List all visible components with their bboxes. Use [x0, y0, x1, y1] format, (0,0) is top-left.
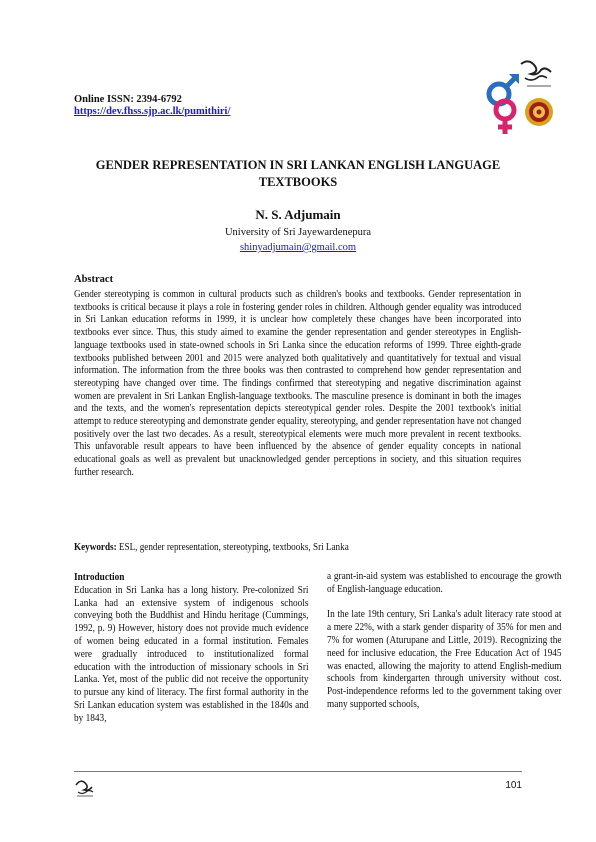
journal-title — [74, 81, 374, 94]
abstract-heading: Abstract — [74, 274, 114, 285]
body-paragraph: Education in Sri Lanka has a long history. Pre-colonized Sri Lanka had an extensive system of indigenous schools conveying both the Buddhist and Hindu heritage (Cummings, 1992, p. 9) However, history does not provide much evidence of women being educated in a formal institution. Females were gradually introduced to institutionalized formal education with the introduction of missionary schools in Sri Lanka. Yet, most of the public did not receive the opportunity to pursue any kind of literacy. The first formal authority in the Sri Lankan education system was established in the 1840s and by 1843, — [74, 584, 309, 724]
journal-name-script-icon — [521, 61, 551, 86]
pumithiri-journal-logo-icon — [475, 58, 557, 144]
journal-url-link[interactable]: https://dev.fhss.sjp.ac.lk/pumithiri/ — [74, 106, 231, 117]
university-seal-icon — [525, 98, 553, 126]
pumithiri-small-logo-icon — [74, 777, 96, 799]
author-affiliation: University of Sri Jayewardenepura — [224, 227, 372, 238]
journal-header — [74, 81, 374, 131]
paper-title: GENDER REPRESENTATION IN SRI LANKAN ENGLISH LANGUAGE TEXTBOOKS — [95, 158, 501, 189]
body-paragraph: In the late 19th century, Sri Lanka's adult literacy rate stood at a mere 22%, with a stark gender disparity of 35% for men and 7% for women (Aturupane and Little, 2019). Recognizing the need for inclusive education, the Free Education Act of 1945 was enacted, allowing the majority to attend English-medium schools from kindergarten through university without cost. Post-independence reforms led to the government taking over many supported schools, — [327, 609, 562, 710]
journal-issn: Online ISSN: 2394-6792 — [74, 93, 182, 105]
body-column-right — [327, 571, 562, 712]
author-email — [74, 242, 522, 253]
keywords-label: Keywords: — [74, 542, 117, 553]
keywords-text: ESL, gender representation, stereotyping, textbooks, Sri Lanka — [116, 542, 349, 553]
gender-symbol-icon — [489, 74, 519, 134]
author-email-link[interactable]: shinyadjumain@gmail.com — [239, 242, 357, 253]
author-name: N. S. Adjumain — [255, 207, 341, 222]
keywords-line — [74, 542, 521, 555]
page-number: 101 — [505, 780, 522, 791]
journal-volume-line — [74, 119, 374, 132]
body-paragraph: a grant-in-aid system was established to encourage the growth of English-language education. — [327, 571, 562, 595]
abstract-text: Gender stereotyping is common in cultural products such as children's books and textbooks. Gender representation in textbooks is critical because it plays a role in fostering gender roles in children. Although gender equality was introduced in Sri Lankan education reforms in 1999, it is unclear how completely these changes have been incorporated into textbooks ever since. Thus, this study aimed to examine the gender representation and gender stereotypes in English-language textbooks used in state-owned schools in Sri Lanka since the education reforms of 1999. Three eighth-grade textbooks published between 2001 and 2015 were analyzed both qualitatively and quantitatively for textual and visual information. The information from the three books was then contrasted to comprehend how gender representation and stereotyping have changed over time. The findings confirmed that stereotyping and negative discrimination against women are prevalent in Sri Lankan English-language textbooks. The masculine presence is dominant in both the images and the texts, and the women's representation depicts stereotypical gender roles. Despite the 2001 textbook's initial attempt to reduce stereotyping and demonstrate gender equality, stereotyping, and gender representation have not changed positively over the last two decades. As a result, stereotypical elements were much more prevalent in recent textbooks. This unfavorable result appears to have been influenced by the absence of gender equality concepts in national educational goals as well as prevalent but unacknowledged gender perceptions in society, and this situation requires further research. — [74, 289, 522, 478]
introduction-heading: Introduction — [74, 572, 125, 583]
body-column-left — [74, 572, 309, 726]
footer-divider — [74, 771, 522, 772]
